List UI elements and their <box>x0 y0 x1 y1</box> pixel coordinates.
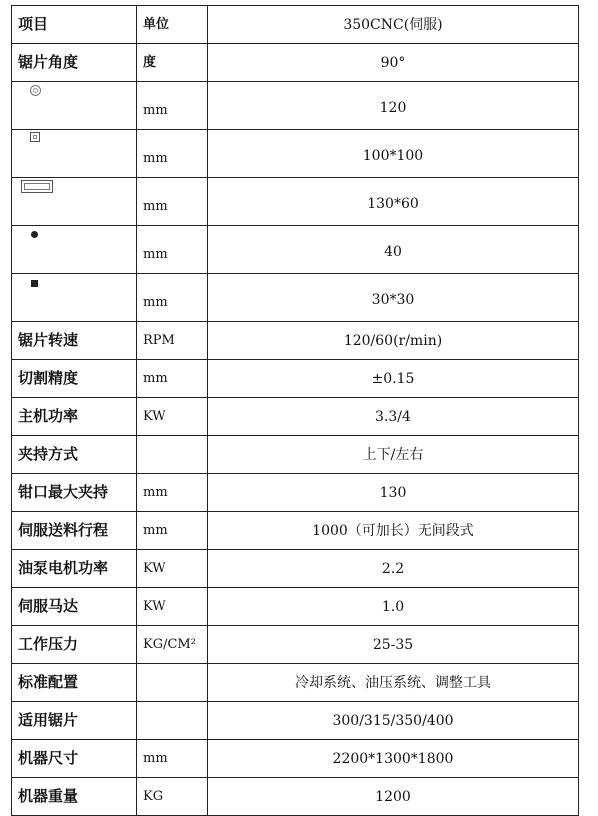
table-row <box>12 588 579 626</box>
table-row <box>12 740 579 778</box>
row-name: 工作压力 <box>12 626 137 664</box>
row-unit: KW <box>137 398 208 436</box>
row-icon-cell <box>12 274 137 322</box>
row-unit: mm <box>137 274 208 322</box>
row-unit: KW <box>137 550 208 588</box>
row-unit <box>137 436 208 474</box>
table-row <box>12 398 579 436</box>
row-unit: 度 <box>137 44 208 82</box>
row-unit: mm <box>137 512 208 550</box>
row-name: 锯片角度 <box>12 44 137 82</box>
header-model: 350CNC(伺服) <box>208 6 579 44</box>
row-icon-cell <box>12 178 137 226</box>
row-icon-cell <box>12 82 137 130</box>
row-unit: mm <box>137 178 208 226</box>
table-header-row <box>12 6 579 44</box>
table-row <box>12 664 579 702</box>
table-row <box>12 360 579 398</box>
header-item: 项目 <box>12 6 137 44</box>
row-name: 钳口最大夹持 <box>12 474 137 512</box>
row-name: 锯片转速 <box>12 322 137 360</box>
header-unit: 单位 <box>137 6 208 44</box>
row-unit: mm <box>137 130 208 178</box>
row-name: 伺服马达 <box>12 588 137 626</box>
table-row <box>12 702 579 740</box>
table-row <box>12 512 579 550</box>
row-value: 冷却系统、油压系统、调整工具 <box>208 664 579 702</box>
round-bar-icon <box>31 231 38 238</box>
row-icon-cell <box>12 130 137 178</box>
table-row <box>12 550 579 588</box>
row-value: 30*30 <box>208 274 579 322</box>
row-value: 25-35 <box>208 626 579 664</box>
row-value: ±0.15 <box>208 360 579 398</box>
row-name: 主机功率 <box>12 398 137 436</box>
table-row <box>12 226 579 274</box>
row-name: 伺服送料行程 <box>12 512 137 550</box>
row-unit: mm <box>137 226 208 274</box>
table-row <box>12 44 579 82</box>
row-value: 90° <box>208 44 579 82</box>
row-unit: mm <box>137 474 208 512</box>
row-value: 2200*1300*1800 <box>208 740 579 778</box>
row-unit: KG <box>137 778 208 816</box>
row-value: 40 <box>208 226 579 274</box>
row-icon-cell <box>12 226 137 274</box>
row-unit: RPM <box>137 322 208 360</box>
row-name: 切割精度 <box>12 360 137 398</box>
table-row <box>12 178 579 226</box>
row-value: 1.0 <box>208 588 579 626</box>
row-value: 130*60 <box>208 178 579 226</box>
row-name: 标准配置 <box>12 664 137 702</box>
row-value: 300/315/350/400 <box>208 702 579 740</box>
table-row <box>12 474 579 512</box>
row-value: 120/60(r/min) <box>208 322 579 360</box>
table-row <box>12 274 579 322</box>
row-unit <box>137 664 208 702</box>
row-unit: KW <box>137 588 208 626</box>
row-value: 100*100 <box>208 130 579 178</box>
spec-table <box>11 5 579 816</box>
row-value: 2.2 <box>208 550 579 588</box>
row-value: 上下/左右 <box>208 436 579 474</box>
table-row <box>12 322 579 360</box>
row-value: 3.3/4 <box>208 398 579 436</box>
row-unit: KG/CM² <box>137 626 208 664</box>
row-unit: mm <box>137 82 208 130</box>
row-name: 油泵电机功率 <box>12 550 137 588</box>
row-value: 1000（可加长）无间段式 <box>208 512 579 550</box>
table-row <box>12 130 579 178</box>
row-name: 夹持方式 <box>12 436 137 474</box>
square-tube-icon <box>30 132 40 142</box>
row-unit: mm <box>137 740 208 778</box>
row-value: 120 <box>208 82 579 130</box>
row-value: 1200 <box>208 778 579 816</box>
row-unit <box>137 702 208 740</box>
row-unit: mm <box>137 360 208 398</box>
row-name: 适用锯片 <box>12 702 137 740</box>
table-row <box>12 436 579 474</box>
row-name: 机器尺寸 <box>12 740 137 778</box>
table-row <box>12 626 579 664</box>
table-row <box>12 778 579 816</box>
round-tube-icon <box>30 85 41 96</box>
row-value: 130 <box>208 474 579 512</box>
square-bar-icon <box>31 280 38 287</box>
row-name: 机器重量 <box>12 778 137 816</box>
rectangular-tube-icon <box>21 180 53 193</box>
table-row <box>12 82 579 130</box>
